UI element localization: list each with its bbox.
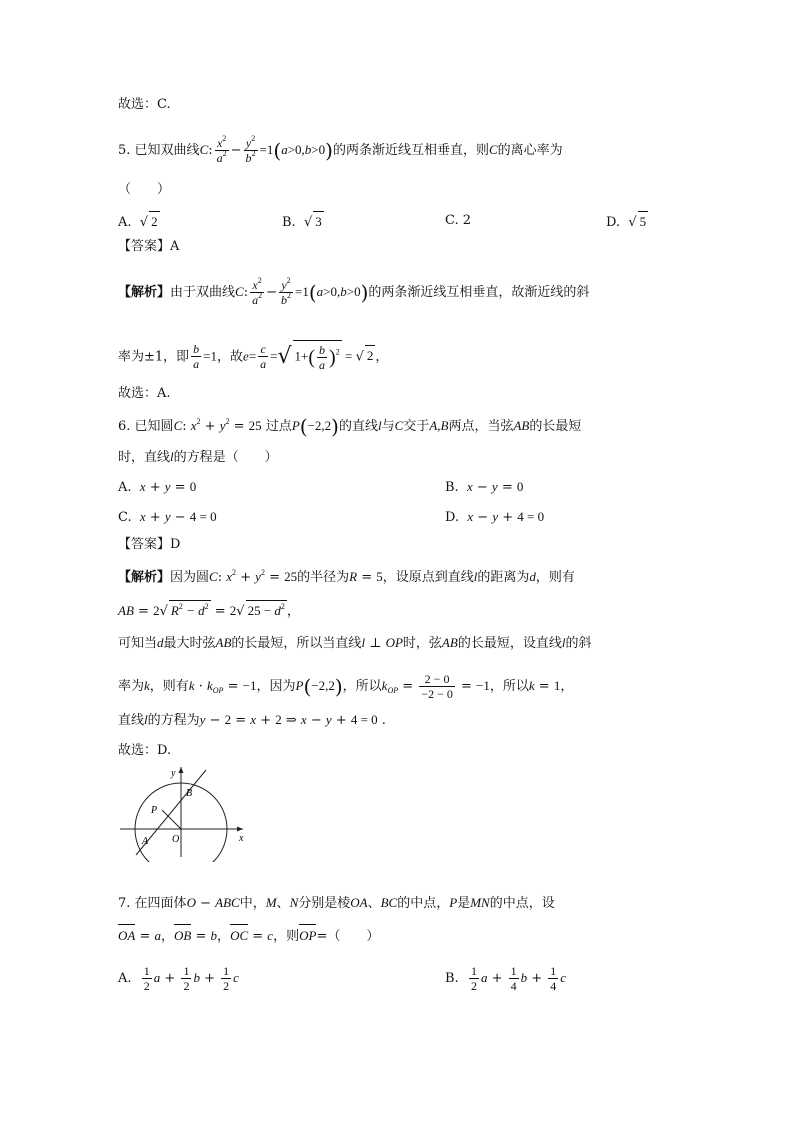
label-x: x bbox=[239, 833, 244, 844]
q5-option-a: A. √ 2 bbox=[118, 211, 160, 233]
q5-option-c: C. 2 bbox=[445, 213, 472, 228]
q5-stem: 5. 已知双曲线C: $\frac{x^2}{a^2}$ − $\frac{y^2}{b^2}$ =1(a>0,b>0)的两条渐近线互相垂直，则C的离心率为 bbox=[118, 134, 563, 165]
q7-stem-1: 7. 在四面体O − ABC中，M、N分别是棱OA、BC的中点，P是MN的中点，设 bbox=[118, 895, 555, 911]
q6-option-b: B. x − y = 0 bbox=[445, 479, 524, 495]
q6-option-c: C. x + y − 4 = 0 bbox=[118, 509, 217, 525]
q5-option-d: D. √ 5 bbox=[606, 211, 648, 233]
q6-option-d: D. x − y + 4 = 0 bbox=[445, 509, 545, 525]
q6-analysis-5: 直线l的方程为y − 2 = x + 2 ⇒ x − y + 4 = 0 . bbox=[118, 712, 386, 728]
q6-analysis-2: AB = 2√ $R^2 - d^2 = 2√$ $25 - d^2$ ， bbox=[118, 602, 300, 619]
q6-option-a: A. x + y = 0 bbox=[118, 479, 197, 495]
label-p: P bbox=[151, 805, 158, 816]
q5-paren: （ ） bbox=[118, 182, 171, 197]
q6-choose: 故选：D. bbox=[118, 743, 172, 758]
q6-stem-1: 6. 已知圆C: $x^2 + y^2 = 25$ 过点P(−2,2)的直线l与C交于A,B两点，当弦AB的长最短 bbox=[118, 414, 582, 439]
q7-option-a: A. $\frac{1}{2}$ a + $\frac{1}{2}$ b + $\frac{1}{2}$ c bbox=[118, 964, 239, 993]
q5-analysis-2: 率为±1，即 $\frac{b}{a}$ =1，故e= $\frac{c}{a}$ =√ 1+( $\frac{b}{a}$ )$^2$ = √ 2 ， bbox=[118, 340, 388, 372]
x-axis-arrow-icon bbox=[237, 827, 243, 832]
q6-analysis-4: 率为k，则有$k \cdot k_{OP} = -1$，因为P(−2,2)，所以$k_{OP}$ = $\frac{2 - 0}{-2 - 0}$ = −1，所以k = 1， bbox=[118, 672, 574, 701]
label-a: A bbox=[142, 836, 149, 847]
q5-answer: 【答案】A bbox=[118, 239, 180, 254]
prev-choose: 故选：C. bbox=[118, 97, 171, 112]
q7-option-b: B. $\frac{1}{2}$ a + $\frac{1}{4}$ b + $\frac{1}{4}$ c bbox=[445, 964, 567, 993]
q5-choose: 故选：A. bbox=[118, 386, 171, 401]
q6-analysis-1: 【解析】因为圆C: $x^2 + y^2 = 25$的半径为R = 5，设原点到直线l的距离为d，则有 bbox=[118, 568, 575, 585]
q6-analysis-3: 可知当d最大时弦AB的长最短，所以当直线l ⊥ OP时，弦AB的长最短，设直线l的斜 bbox=[118, 635, 592, 651]
q6-answer: 【答案】D bbox=[118, 537, 181, 552]
label-o: O bbox=[172, 834, 180, 845]
label-b: B bbox=[186, 788, 193, 799]
q5-analysis-1: 【解析】由于双曲线C: $\frac{x^2}{a^2}$ − $\frac{y^2}{b^2}$ =1(a>0,b>0)的两条渐近线互相垂直，故渐近线的斜 bbox=[118, 276, 590, 307]
q6-stem-2: 时，直线l的方程是（ ） bbox=[118, 449, 278, 465]
q5-option-b: B. √ 3 bbox=[282, 211, 324, 233]
label-y: y bbox=[171, 768, 176, 779]
q6-figure bbox=[118, 762, 258, 862]
q7-stem-2: OA = a，OB = b，OC = c，则OP=（ ） bbox=[118, 924, 379, 947]
y-axis-arrow-icon bbox=[179, 767, 184, 773]
